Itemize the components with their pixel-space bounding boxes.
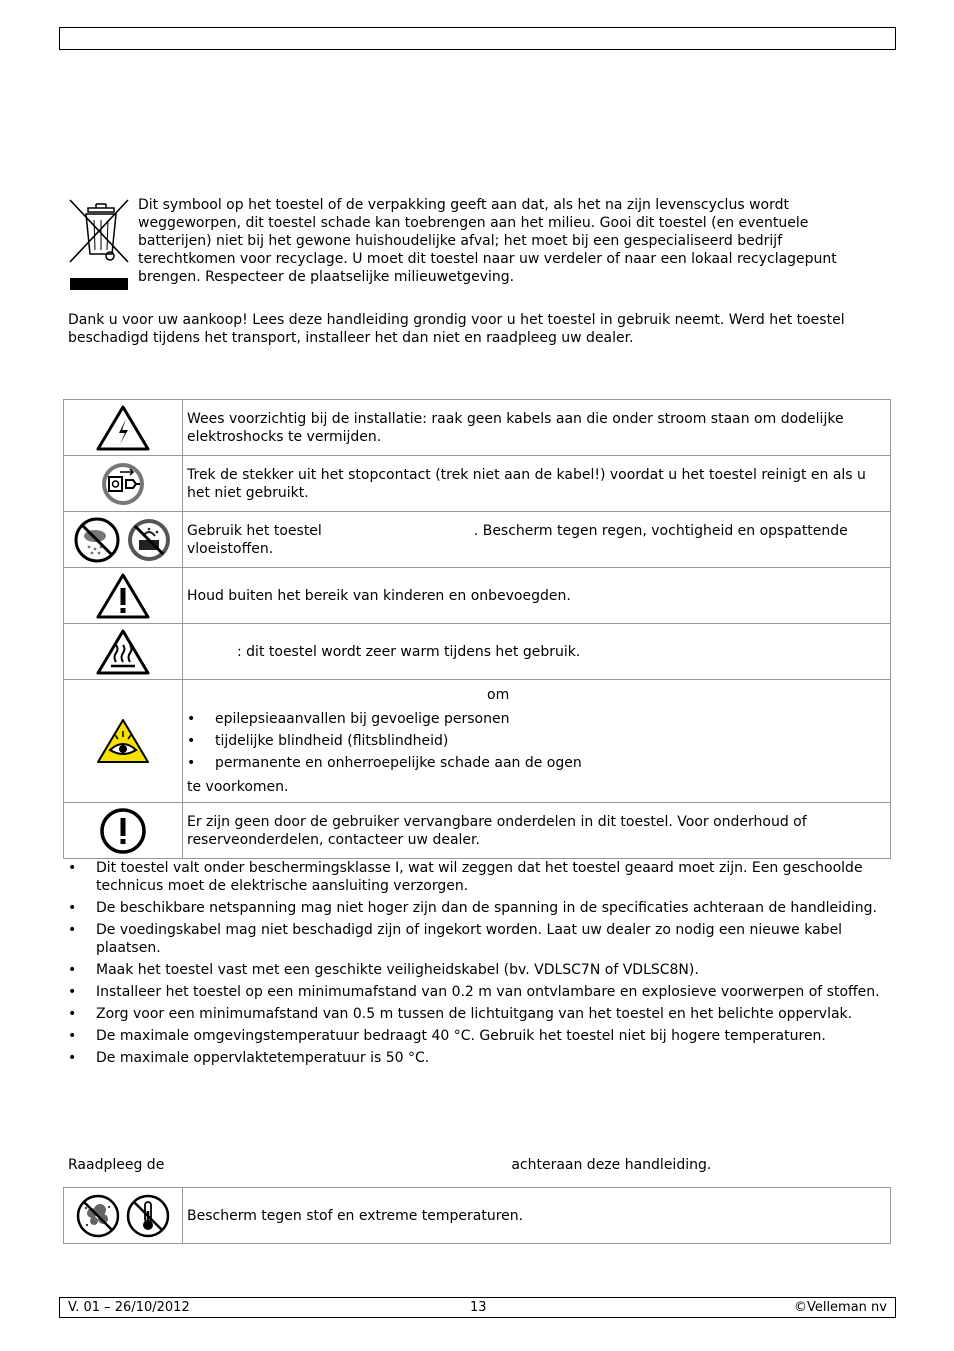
list-item: • Installeer het toestel op een minimumafstand van 0.2 m van ontvlambare en explosieve voorwerpen of stoffen.: [68, 983, 888, 1001]
light-om: om: [487, 687, 510, 703]
list-item: • permanente en onherroepelijke schade aan de ogen: [187, 752, 884, 774]
footer-page-number: 13: [470, 1300, 487, 1315]
safety-row-unplug: [64, 456, 891, 512]
guidelines-list: [68, 859, 888, 1071]
safety-row-indoor: [64, 512, 891, 568]
list-item: • Zorg voor een minimumafstand van 0.5 m tussen de lichtuitgang van het toestel en het belichte oppervlak.: [68, 1005, 888, 1023]
light-list: [187, 708, 884, 774]
environment-table: [63, 1187, 891, 1244]
safety-row-hot: [64, 624, 891, 680]
list-item: • De maximale omgevingstemperatuur bedraagt 40 °C. Gebruik het toestel niet bij hogere temperaturen.: [68, 1027, 888, 1045]
eye-warning-icon: [95, 717, 151, 765]
list-item: • De maximale oppervlaktetemperatuur is 50 °C.: [68, 1049, 888, 1067]
header-box: [59, 27, 896, 50]
safety-row-light: [64, 680, 891, 803]
safety-text-electric: Wees voorzichtig bij de installatie: raak geen kabels aan die onder stroom staan om dodelijke elektroshocks te vermijden.: [183, 400, 891, 456]
list-item: • De voedingskabel mag niet beschadigd zijn of ingekort worden. Laat uw dealer zo nodig een nieuwe kabel plaatsen.: [68, 921, 888, 957]
weee-bin-icon: [66, 196, 134, 292]
list-item: • Dit toestel valt onder beschermingsklasse I, wat wil zeggen dat het toestel geaard moet zijn. Een geschoolde technicus moet de elektrische aansluiting verzorgen.: [68, 859, 888, 895]
list-item: • Maak het toestel vast met een geschikte veiligheidskabel (bv. VDLSC7N of VDLSC8N).: [68, 961, 888, 979]
unplug-icon: [100, 461, 146, 507]
safety-row-children: [64, 568, 891, 624]
safety-text-unplug: Trek de stekker uit het stopcontact (trek niet aan de kabel!) voordat u het toestel reinigt en als u het niet gebruikt.: [183, 456, 891, 512]
footer: [59, 1297, 896, 1318]
safety-row-electric: [64, 400, 891, 456]
safety-text-light: [183, 680, 891, 803]
intro-text: Dank u voor uw aankoop! Lees deze handleiding grondig voor u het toestel in gebruik neemt. Werd het toestel beschadigd tijdens het transport, installeer het dan niet en raadpleeg uw dealer.: [68, 312, 845, 346]
list-item: • De beschikbare netspanning mag niet hoger zijn dan de spanning in de specificaties achteraan de handleiding.: [68, 899, 888, 917]
safety-text-indoor: Gebruik het toestel . Bescherm tegen regen, vochtigheid en opspattende vloeistoffen.: [183, 512, 891, 568]
list-item: • epilepsieaanvallen bij gevoelige personen: [187, 708, 884, 730]
consult-text: Raadpleeg de achteraan deze handleiding.: [68, 1157, 712, 1173]
env-row: [64, 1188, 891, 1244]
weee-text: Dit symbool op het toestel of de verpakking geeft aan dat, als het na zijn levenscyclus wordt weggeworpen, dit toestel schade kan toebrengen aan het milieu. Gooi dit toestel (en eventuele batterijen) niet bij het gewone huishoudelijke afval; het moet bij een gespecialiseerd bedrijf terechtkomen voor recyclage. U moet dit toestel naar uw verdeler of naar een lokaal recyclagepunt brengen. Respecteer de plaatselijke milieuwetgeving.: [138, 197, 837, 285]
safety-table: [63, 399, 891, 859]
env-text: Bescherm tegen stof en extreme temperaturen.: [183, 1188, 891, 1244]
no-dust-icon: [75, 1193, 121, 1239]
no-temperature-icon: [125, 1193, 171, 1239]
safety-text-hot: : dit toestel wordt zeer warm tijdens het gebruik.: [183, 624, 891, 680]
safety-row-parts: [64, 803, 891, 859]
footer-copyright: ©Velleman nv: [793, 1300, 887, 1315]
light-tail: te voorkomen.: [187, 779, 289, 795]
no-splash-icon: [125, 516, 173, 564]
safety-text-children: Houd buiten het bereik van kinderen en onbevoegden.: [183, 568, 891, 624]
warning-icon: [95, 572, 151, 620]
electric-shock-icon: [95, 404, 151, 452]
safety-text-parts: Er zijn geen door de gebruiker vervangbare onderdelen in dit toestel. Voor onderhoud of reserveonderdelen, contacteer uw dealer.: [183, 803, 891, 859]
no-rain-icon: [73, 516, 121, 564]
hot-surface-icon: [95, 628, 151, 676]
footer-version: V. 01 – 26/10/2012: [68, 1300, 190, 1315]
exclamation-circle-icon: [98, 807, 148, 855]
list-item: • tijdelijke blindheid (flitsblindheid): [187, 730, 884, 752]
